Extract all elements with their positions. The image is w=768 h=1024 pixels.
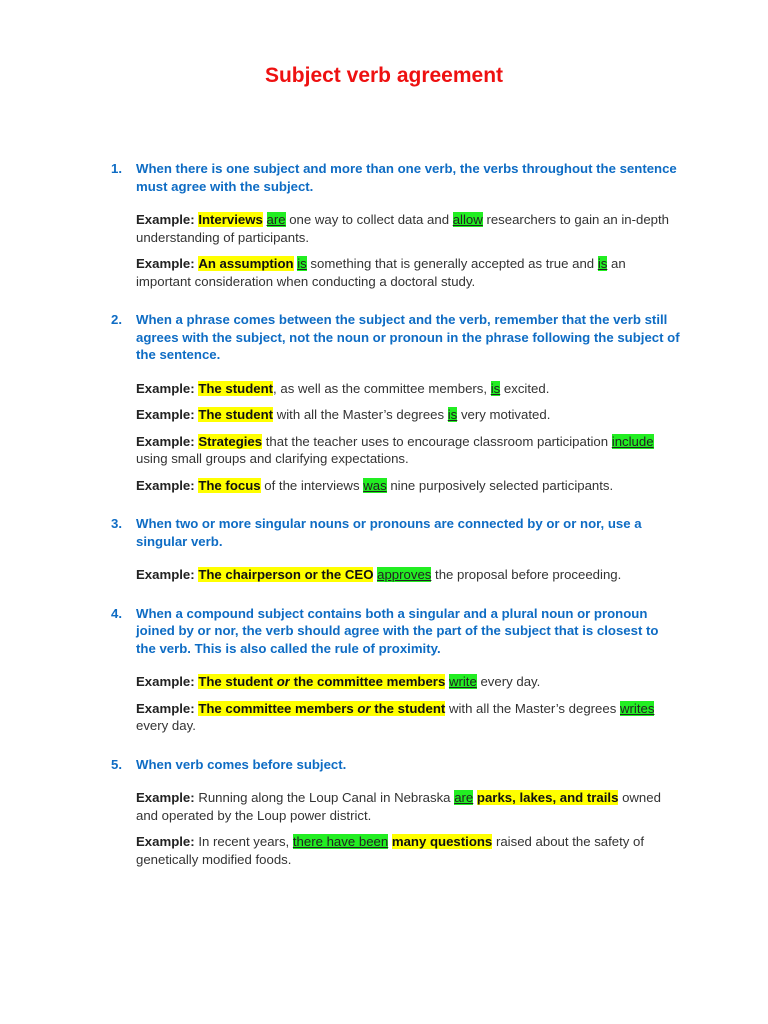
rule-heading-text: When a compound subject contains both a singular and a plural noun or pronoun joined by or nor, the verb should agree with the part of the subject that is closest to the verb. This is also called the rule of proximity. bbox=[136, 605, 659, 656]
verb-highlight: are bbox=[266, 212, 286, 227]
sentence-text: with all the Master’s degrees bbox=[445, 700, 620, 716]
rule-number: 4. bbox=[111, 605, 122, 621]
subject-highlight: or bbox=[357, 700, 371, 716]
verb-highlight: is bbox=[597, 256, 608, 271]
verb-highlight: is bbox=[447, 407, 458, 422]
sentence-text: raised about the safety of genetically modified foods. bbox=[136, 834, 645, 867]
sentence-text: that the teacher uses to encourage classroom participation bbox=[262, 433, 612, 449]
example-label: Example: bbox=[136, 834, 195, 849]
verb-highlight: writes bbox=[619, 700, 655, 716]
sentence-text: In recent years, bbox=[198, 834, 293, 849]
sentence-text: very motivated. bbox=[457, 407, 551, 422]
sentence-text: the proposal before proceeding. bbox=[431, 567, 622, 582]
example-label: Example: bbox=[136, 380, 195, 396]
example-label: Example: bbox=[136, 477, 195, 493]
rule-number: 3. bbox=[111, 516, 122, 531]
example-sentence bbox=[136, 673, 681, 691]
subject-highlight: parks, lakes, and trails bbox=[476, 790, 619, 805]
sentence-text: owned and operated by the Loup power district. bbox=[136, 790, 661, 823]
rule-heading-text: When a phrase comes between the subject and the verb, remember that the verb still agrees with the subject, not the noun or pronoun in the phrase following the subject of the sentence. bbox=[136, 312, 680, 362]
subject-highlight: An assumption bbox=[198, 256, 294, 271]
rule-item bbox=[111, 160, 681, 290]
verb-highlight: is bbox=[490, 380, 501, 396]
rule-number: 1. bbox=[111, 161, 122, 176]
verb-highlight: are bbox=[454, 790, 474, 805]
sentence-text: using small groups and clarifying expectations. bbox=[136, 451, 409, 466]
rule-item bbox=[111, 311, 681, 494]
sentence-text: researchers to gain an in-depth understanding of participants. bbox=[136, 212, 669, 245]
subject-highlight: The focus bbox=[198, 477, 261, 493]
sentence-text: one way to collect data and bbox=[285, 212, 453, 227]
example-label: Example: bbox=[136, 674, 195, 689]
subject-highlight: Strategies bbox=[198, 433, 263, 449]
sentence-text: excited. bbox=[500, 380, 550, 396]
sentence-text: an important consideration when conducting a doctoral study. bbox=[136, 256, 626, 289]
subject-highlight: many questions bbox=[391, 834, 493, 849]
verb-highlight: include bbox=[611, 433, 654, 449]
rule-heading-text: When two or more singular nouns or pronouns are connected by or or nor, use a singular verb. bbox=[136, 516, 642, 549]
sentence-text: with all the Master’s degrees bbox=[273, 407, 448, 422]
rule-item bbox=[111, 756, 681, 869]
example-sentence bbox=[136, 789, 681, 824]
rule-heading bbox=[111, 515, 681, 550]
sentence-text: every day. bbox=[136, 718, 196, 733]
rule-heading bbox=[111, 160, 681, 195]
rule-heading-text: When verb comes before subject. bbox=[136, 756, 347, 772]
subject-highlight: or bbox=[276, 674, 290, 689]
subject-highlight: The student bbox=[198, 407, 274, 422]
rules-list bbox=[111, 160, 681, 889]
example-sentence bbox=[136, 566, 681, 584]
sentence-text: Running along the Loup Canal in Nebraska bbox=[198, 790, 455, 805]
verb-highlight: is bbox=[297, 256, 307, 271]
rule-heading bbox=[111, 311, 681, 364]
example-sentence bbox=[136, 477, 681, 495]
subject-highlight: The student bbox=[198, 674, 277, 689]
rule-number: 2. bbox=[111, 312, 122, 327]
rule-heading bbox=[111, 756, 681, 774]
example-label: Example: bbox=[136, 256, 195, 271]
sentence-text: every day. bbox=[476, 674, 541, 689]
rule-item bbox=[111, 515, 681, 584]
example-label: Example: bbox=[136, 567, 195, 582]
verb-highlight: write bbox=[448, 674, 477, 689]
example-sentence bbox=[136, 406, 681, 424]
subject-highlight: The committee members bbox=[198, 700, 358, 716]
example-label: Example: bbox=[136, 407, 195, 422]
example-sentence bbox=[136, 211, 681, 246]
example-sentence bbox=[136, 433, 681, 468]
sentence-text: something that is generally accepted as true and bbox=[306, 256, 598, 271]
rule-heading bbox=[111, 605, 681, 658]
example-sentence bbox=[136, 833, 681, 868]
subject-highlight: the committee members bbox=[289, 674, 446, 689]
subject-highlight: The student bbox=[198, 380, 274, 396]
verb-highlight: allow bbox=[452, 212, 483, 227]
example-label: Example: bbox=[136, 212, 195, 227]
verb-highlight: approves bbox=[377, 567, 432, 582]
example-label: Example: bbox=[136, 433, 195, 449]
example-sentence bbox=[136, 700, 681, 735]
sentence-text bbox=[263, 212, 267, 227]
subject-highlight: The chairperson or the CEO bbox=[198, 567, 374, 582]
example-label: Example: bbox=[136, 700, 195, 716]
sentence-text: nine purposively selected participants. bbox=[386, 477, 614, 493]
subject-highlight: Interviews bbox=[198, 212, 263, 227]
rule-number: 5. bbox=[111, 756, 122, 772]
example-label: Example: bbox=[136, 790, 195, 805]
sentence-text: of the interviews bbox=[260, 477, 364, 493]
example-sentence bbox=[136, 255, 681, 290]
verb-highlight: was bbox=[363, 477, 387, 493]
example-sentence bbox=[136, 380, 681, 398]
subject-highlight: the student bbox=[370, 700, 446, 716]
rule-item bbox=[111, 605, 681, 735]
verb-highlight: there have been bbox=[292, 834, 389, 849]
page-title: Subject verb agreement bbox=[264, 64, 504, 87]
sentence-text: , as well as the committee members, bbox=[273, 380, 491, 396]
rule-heading-text: When there is one subject and more than one verb, the verbs throughout the sentence must agree with the subject. bbox=[136, 161, 677, 194]
